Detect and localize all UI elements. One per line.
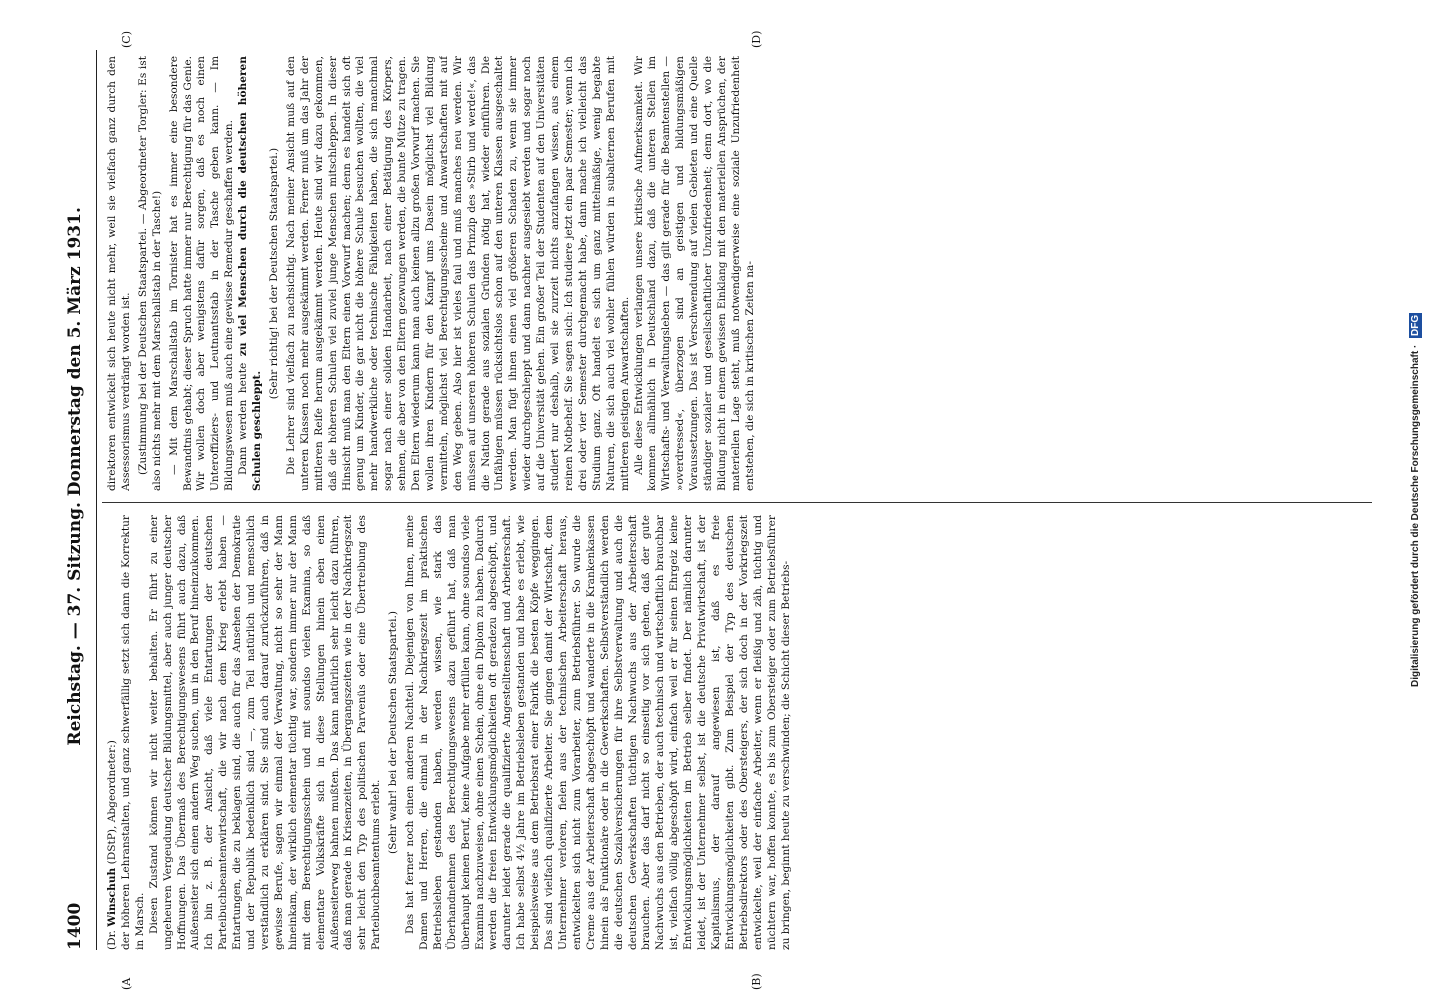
right-column — [106, 56, 1368, 491]
paragraph: — Mit dem Marschallstab im Tornister hat es immer eine besondere Bewandtnis gehabt; dieser Spruch hatte immer nur Berechtigung für das Genie. Wir wollen doch aber wenigstens dafür sorgen, daß es noch einen Unteroffiziers- und Leutnantsstab in der Tasche geben kann. — Im Bildungswesen muß auch eine gewisse Remedur geschaffen werden. — [167, 56, 236, 491]
page-title: Reichstag. — 37. Sitzung. Donnerstag den 5. März 1931. — [65, 207, 85, 746]
page-header — [58, 50, 92, 950]
margin-mark-a: (A — [120, 977, 133, 990]
paragraph: Dann werden heute zu viel Menschen durch die deutschen höheren Schulen geschleppt. — [237, 56, 264, 491]
paragraph: Das hat ferner noch einen anderen Nachteil. Diejenigen von Ihnen, meine Damen und Herren, die einmal in der Nachkriegszeit im praktischen Betriebsleben gestanden haben, werden wissen, wie stark das Überhandnehmen des Berechtigungswesens dazu geführt hat, daß man überhaupt keinen Beruf, keine Aufgabe mehr erfüllen kann, ohne soundso viele Examina nachzuweisen, ohne einen Schein, ohne ein Diplom zu haben. Dadurch werden die freien Entwicklungsmöglichkeiten oft geradezu abgeschöpft, und darunter leidet gerade die qualifizierte Angestelltenschaft und Arbeiterschaft. Ich habe selbst 4½ Jahre im Betriebsleben gestanden und habe es erlebt, wie beispielsweise aus dem Betriebsrat einer Fabrik die besten Köpfe weggingen. Das sind vielfach qualifizierte Arbeiter. Sie gingen damit der Wirtschaft, dem Unternehmer verloren, fielen aus der technischen Arbeiterschaft heraus, entwickelten sich nicht zum Vorarbeiter, zum Betriebsführer. So wurde die Creme aus der Arbeiterschaft abgeschöpft und wanderte in die Krankenkassen hinein als Funktionäre oder in die Gewerkschaften. Selbstverständlich werden die deutschen Sozialversicherungen für ihre Selbstverwaltung und auch die deutschen Gewerkschaften tüchtigen Nachwuchs aus der Arbeiterschaft brauchen. Aber das darf nicht so einseitig vor sich gehen, daß der gute Nachwuchs aus den Betrieben, der auch technisch und wirtschaftlich brauchbar ist, vielfach völlig abgeschöpft wird, einfach weil er für seinen Ehrgeiz keine Entwicklungsmöglichkeiten im Betrieb selber findet. Der nämlich darunter leidet, ist der Unternehmer selbst, ist die deutsche Privatwirtschaft, ist der Kapitalismus, der darauf angewiesen ist, daß es freie Entwicklungsmöglichkeiten gibt. Zum Beispiel der Typ des deutschen Betriebsdirektors oder des Obersteigers, der sich doch in der Vorkriegszeit entwickelte, weil der einfache Arbeiter, wenn er fleißig und zäh, tüchtig und nüchtern war, hoffen konnte, es bis zum Obersteiger oder zum Betriebsführer zu bringen, beginnt heute zu verschwinden; die Schicht dieser Betriebs- — [404, 515, 792, 950]
paragraph: Diesen Zustand können wir nicht weiter behalten. Er führt zu einer ungeheuren Vergeudung deutscher Bildungsmittel, aber auch junger deutscher Hoffnungen. Das Übermaß des Berechtigungswesens führt auch dazu, daß Außenseiter sich einen andern Weg suchen, um in den Beruf hineinzukommen. Ich bin z. B. der Ansicht, daß viele Entartungen der deutschen Parteibuchbeamtenwirtschaft, die wir nach dem Krieg erlebt haben — Entartungen, die zu beklagen sind, die auch für das Ansehen der Demokratie und der Republik bedenklich sind —, zum Teil natürlich und menschlich verständlich zu erklären sind. Sie sind auch darauf zurückzuführen, daß in gewisse Berufe, sagen wir einmal der Verwaltung, nicht so sehr der Mann hineinkam, der wirklich elementar tüchtig war, sondern immer nur der Mann mit dem Berechtigungsschein und mit soundso vielen Examina, so daß elementare Volkskräfte sich in diese Stellungen hinein eben einen Außenseiterweg bahnen mußten. Das kann natürlich sehr leicht dazu führen, daß man gerade in Krisenzeiten, in Übergangszeiten wie in der Nachkriegszeit sehr leicht den Typ des politischen Parvenüs oder eine Übertreibung des Parteibuchbeamtentums erlebt. — [147, 515, 383, 950]
paragraph: Alle diese Entwicklungen verlangen unsere kritische Aufmerksamkeit. Wir kommen allmählich in Deutschland dazu, daß die unteren Stellen im Wirtschafts- und Verwaltungsleben — das gilt gerade für die Beamtenstellen — »overdressed«, überzogen sind an geistigen und bildungsmäßigen Voraussetzungen. Das ist Verschwendung auf vielen Gebieten und eine Quelle ständiger sozialer und gesellschaftlicher Unzufriedenheit; denn dort, wo die Bildung nicht in einem gewissen Einklang mit den materiellen Ansprüchen, der materiellen Lage steht, muß notwendigerweise eine soziale Unzufriedenheit entstehen, die sich in kritischen Zeiten na- — [632, 56, 756, 491]
margin-mark-d: (D) — [750, 30, 763, 48]
speaker-name: Winschuh — [106, 867, 118, 927]
margin-mark-b: (B) — [750, 973, 763, 990]
paragraph: Die Lehrer sind vielfach zu nachsichtig. Nach meiner Ansicht muß auf den unteren Klassen noch mehr ausgekämmt werden. Ferner muß um das Jahr der mittleren Reife herum ausgekämmt werden. Heute sind wir dazu gekommen, daß die höheren Schulen viel zuviel junge Menschen mitschleppen. In dieser Hinsicht muß man den Eltern einen Vorwurf machen; denn es handelt sich oft genug um Kinder, die gar nicht die höhere Schule besuchen wollten, die viel mehr handwerkliche oder technische Fähigkeiten haben, die sich manchmal sogar nach einer soliden Handarbeit, nach einer Betätigung des Körpers, sehnen, die aber von den Eltern gezwungen werden, die bunte Mütze zu tragen. Den Eltern wiederum kann man auch keinen allzu großen Vorwurf machen. Sie wollen ihren Kindern für den Kampf ums Dasein möglichst viel Bildung vermitteln, möglichst viel Berechtigungsscheine und Anwartschaften mit auf den Weg geben. Also hier ist vieles faul und muß manches neu werden. Wir müssen auf unseren höheren Schulen das Prinzip des »Stirb und werde!«, das die Nation gerade aus sozialen Gründen nötig hat, wieder einführen. Die Unfähigen müssen rücksichtslos schon auf den unteren Klassen ausgeschaltet werden. Man fügt ihnen einen viel größeren Schaden zu, wenn sie immer wieder durchgeschleppt und dann nachher ausgesiebt werden und sogar noch auf die Universität gehen. Ein großer Teil der Studenten auf den Universitäten studiert nur deshalb, weil sie zurzeit nichts anzufangen wissen, aus einem reinen Notbehelf. Sie sagen sich: Ich studiere jetzt ein paar Semester; wenn ich drei oder vier Semester durchgemacht habe, dann mache ich vielleicht das Studium ganz. Oft handelt es sich um ganz mittelmäßige, wenig begabte Naturen, die sich auch viel wohler fühlen würden in subalternen Berufen mit mittleren geistigen Anwartschaften. — [284, 56, 631, 491]
header-rule — [96, 50, 97, 950]
interjection: (Zustimmung bei der Deutschen Staatspartei. — Abgeordneter Torgler: Es ist also nichts mehr mit dem Marschallstab in der Tasche!) — [136, 56, 163, 491]
speaker-line: (Dr. Winschuh (DStP), Abgeordneter:) — [106, 740, 118, 950]
paragraph: direktoren entwickelt sich heute nicht mehr, weil sie vielfach ganz durch den Assessorismus verdrängt worden ist. — [106, 56, 132, 491]
interjection: (Sehr wahr! bei der Deutschen Staatspartei.) — [387, 611, 400, 855]
emphasis: zu viel Menschen durch die deutschen höheren Schulen geschleppt. — [237, 56, 264, 491]
paragraph: der höheren Lehranstalten, und ganz schwerfällig setzt sich dann die Korrektur in Marsch. — [119, 515, 146, 950]
left-column — [106, 515, 1368, 950]
digitization-note: Digitalisierung gefördert durch die Deutsche Forschungsgemeinschaft · DFG — [1410, 314, 1421, 688]
dfg-logo: DFG — [1410, 314, 1421, 337]
margin-mark-c: (C) — [120, 31, 133, 48]
interjection: (Sehr richtig! bei der Deutschen Staatspartei.) — [267, 147, 280, 400]
page-number: 1400 — [65, 902, 85, 950]
column-divider — [102, 502, 1372, 503]
rotated-page — [50, 30, 1390, 990]
